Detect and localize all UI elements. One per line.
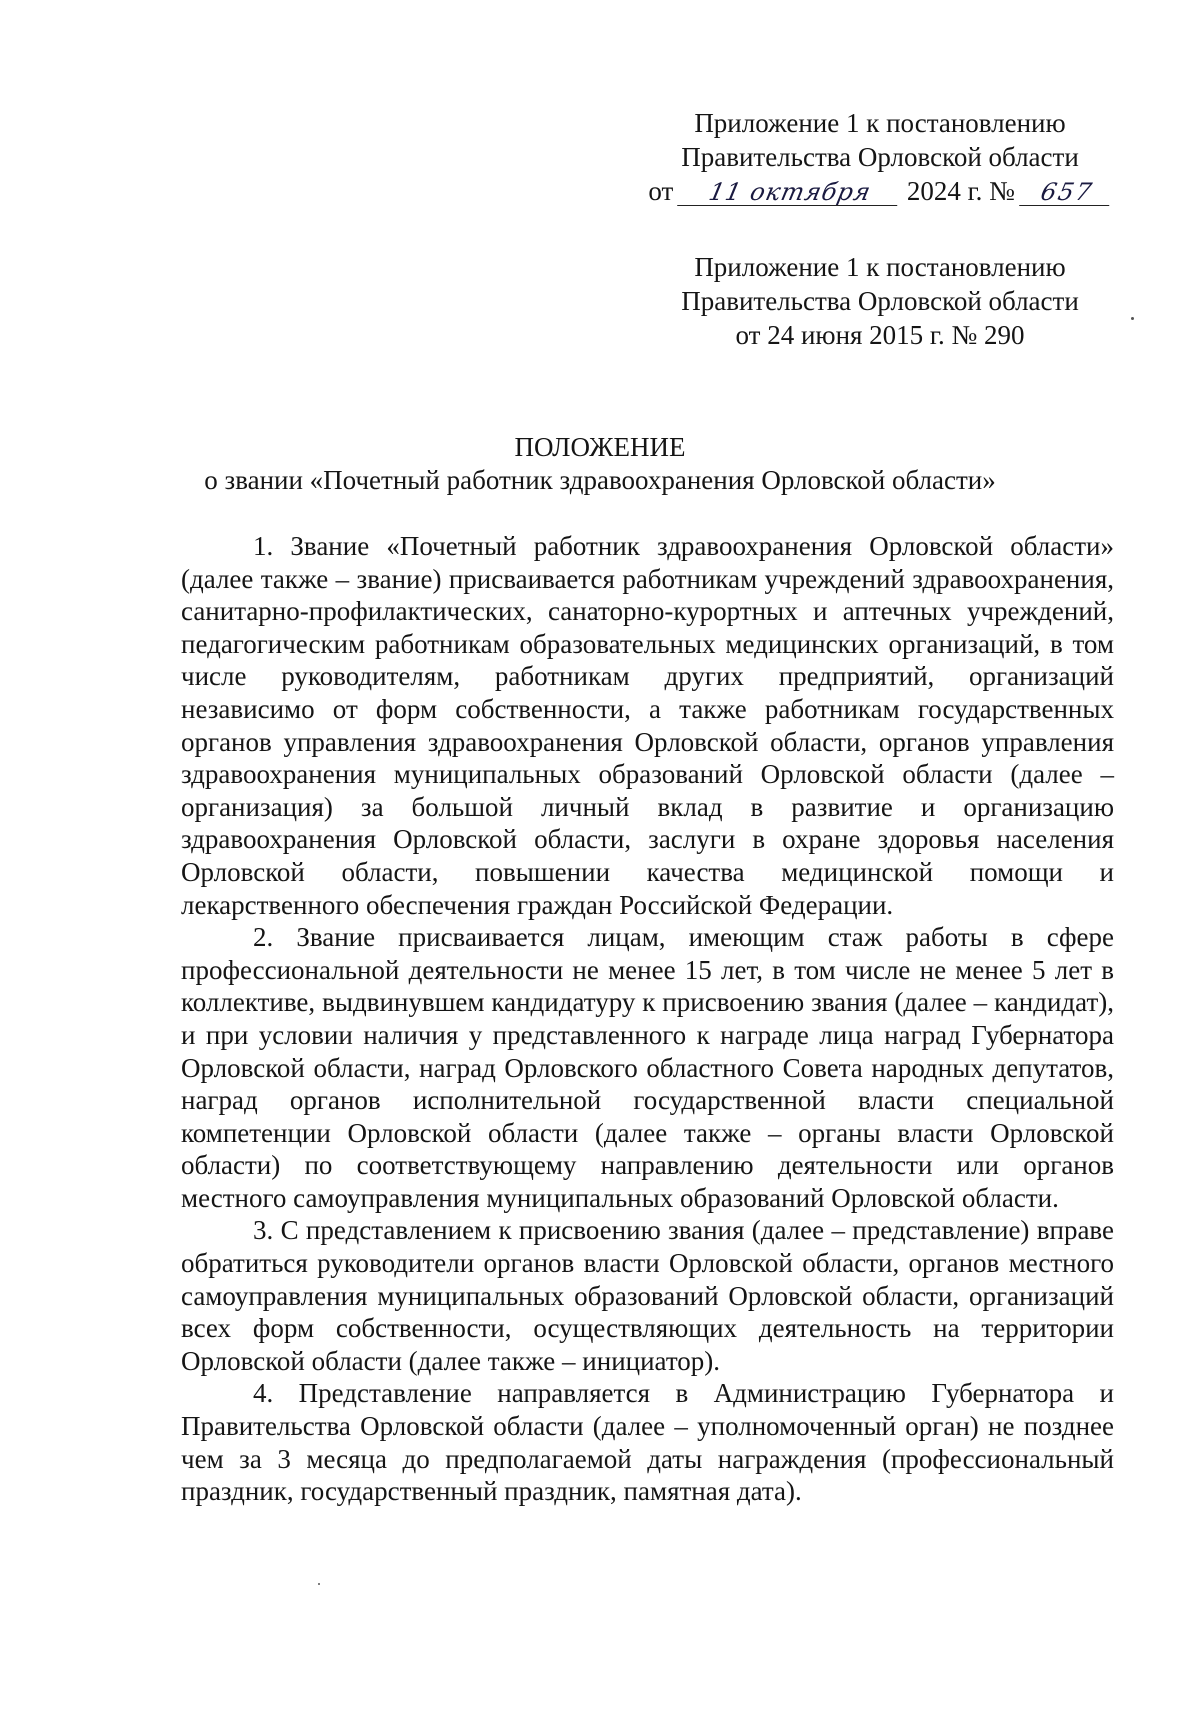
- appendix-header-old-line1: Приложение 1 к постановлению: [694, 252, 1066, 282]
- handwritten-date: 11 октября: [677, 179, 903, 206]
- date-year: 2024 г. №: [906, 176, 1015, 206]
- document-body: [181, 530, 1114, 1508]
- paragraph-3: 3. С представлением к присвоению звания (далее – представление) вправе обратиться руководители органов власти Орловской области, органов местного самоуправления муниципальных образований Орловской области, организаций всех форм собственности, осуществляющих деятельность на территории Орловской области (далее также – инициатор).: [181, 1215, 1114, 1376]
- appendix-header-old: [640, 250, 1120, 352]
- appendix-header-old-line3: от 24 июня 2015 г. № 290: [735, 320, 1025, 350]
- scan-speck: [318, 1583, 320, 1585]
- document-title: ПОЛОЖЕНИЕ: [514, 432, 686, 462]
- date-prefix: от: [648, 176, 674, 206]
- paragraph-1: 1. Звание «Почетный работник здравоохранения Орловской области» (далее также – звание) присваивается работникам учреждений здравоохранения, санитарно-профилактических, санаторно-курортных и аптечных учреждений, педагогическим работникам образовательных медицинских организаций, в том числе руководителям, работникам других предприятий, организаций независимо от форм собственности, а также работникам государственных органов управления здравоохранения Орловской области, органов управления здравоохранения муниципальных образований Орловской области (далее – организация) за большой личный вклад в развитие и организацию здравоохранения Орловской области, заслуги в охране здоровья населения Орловской области, повышении качества медицинской помощи и лекарственного обеспечения граждан Российской Федерации.: [181, 531, 1114, 920]
- handwritten-number: 657: [1019, 179, 1115, 206]
- appendix-header-old-line2: Правительства Орловской области: [681, 286, 1079, 316]
- appendix-header-new-line2: Правительства Орловской области: [681, 142, 1079, 172]
- paragraph-4: 4. Представление направляется в Администрацию Губернатора и Правительства Орловской области (далее – уполномоченный орган) не позднее чем за 3 месяца до предполагаемой даты награждения (профессиональный праздник, государственный праздник, памятная дата).: [181, 1378, 1114, 1507]
- scan-speck: [1131, 317, 1134, 320]
- appendix-header-new-line1: Приложение 1 к постановлению: [694, 108, 1066, 138]
- document-subtitle: о звании «Почетный работник здравоохранения Орловской области»: [204, 465, 996, 495]
- paragraph-2: 2. Звание присваивается лицам, имеющим стаж работы в сфере профессиональной деятельности не менее 15 лет, в том числе не менее 5 лет в коллективе, выдвинувшем кандидатуру к присвоению звания (далее – кандидат), и при условии наличия у представленного к награде лица наград Губернатора Орловской области, наград Орловского областного Совета народных депутатов, наград органов исполнительной государственной власти специальной компетенции Орловской области (далее также – органы власти Орловской области) по соответствующему направлению деятельности или органов местного самоуправления муниципальных образований Орловской области.: [181, 922, 1114, 1213]
- appendix-header-new-date-line: [640, 174, 1120, 208]
- appendix-header-new: [640, 106, 1120, 208]
